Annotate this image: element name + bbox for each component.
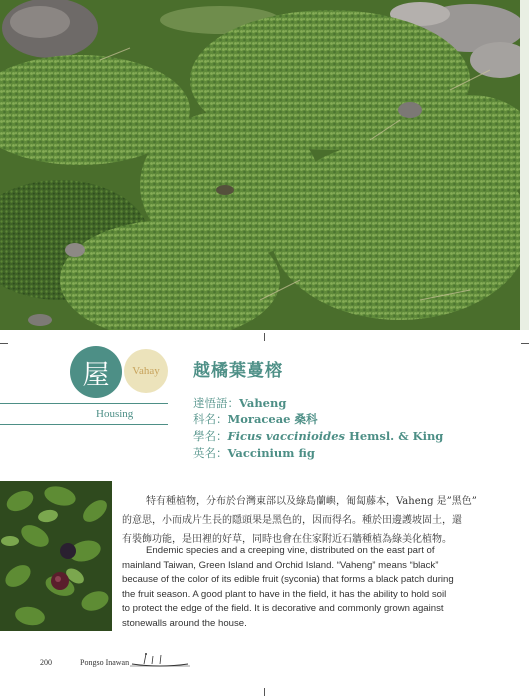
crop-mark <box>264 688 265 696</box>
section-label: Housing <box>96 408 134 420</box>
text-line: 特有種植物，分布於台灣東部以及綠島蘭嶼，匍匐藤本，Vaheng 是”黑色” <box>146 496 477 507</box>
mossy-mounds-photo <box>0 0 520 330</box>
crop-mark <box>521 343 529 344</box>
text-line: stonewalls around the house. <box>122 617 247 629</box>
meta-row-english-name <box>193 446 315 461</box>
description-english <box>122 544 504 632</box>
meta-value: Ficus vaccinioides <box>227 429 345 443</box>
text-line: 的意思，小而成片生長的隱頭果是黑色的，因而得名。種於田邊護坡固土，還 <box>122 515 462 526</box>
text-line: the fruit season. A good plant to have in the field, it has the ability to hold soil <box>122 588 447 600</box>
meta-label: 學名： <box>193 429 228 443</box>
canoe-logo-icon <box>130 652 190 672</box>
meta-value: Vaheng <box>239 396 287 410</box>
text-line: to protect the edge of the field. It is decorative and commonly grown against <box>122 603 444 615</box>
page-edge-strip <box>520 0 529 330</box>
meta-label: 達悟語： <box>193 396 239 410</box>
section-rule-bottom <box>0 424 168 425</box>
entry-title: 越橘葉蔓榕 <box>193 361 283 381</box>
book-title: Pongso Inawan <box>80 658 130 667</box>
meta-row-native-name <box>193 396 286 411</box>
text-line: mainland Taiwan, Green Island and Orchid Island. “Vaheng” means “black” <box>122 559 439 571</box>
crop-mark <box>0 343 8 344</box>
meta-label: 英名： <box>193 446 228 460</box>
description-chinese <box>122 492 498 549</box>
section-rule-top <box>0 403 168 404</box>
meta-value-authority: Hemsl. & King <box>344 429 444 443</box>
hero-photo <box>0 0 520 330</box>
text-line: Endemic species and a creeping vine, distributed on the east part of <box>146 545 435 556</box>
text-line: 有裝飾功能，是田裡的好草，同時也會在住家附近石牆種植為綠美化植物。 <box>122 534 452 545</box>
category-tag-badge: Vahay <box>124 349 168 393</box>
meta-value: Vaccinium fig <box>227 446 315 460</box>
meta-label: 科名： <box>193 412 228 426</box>
crop-mark <box>264 333 265 341</box>
fig-leaves-photo <box>0 481 112 631</box>
page-number: 200 <box>40 658 52 667</box>
text-line: because of the color of its edible fruit (syconia) that forms a black patch during <box>122 574 454 586</box>
meta-value: Moraceae 桑科 <box>227 412 318 426</box>
fruit-photo <box>0 481 112 631</box>
meta-row-scientific-name <box>193 429 443 444</box>
category-badge: 屋 <box>70 346 122 398</box>
meta-row-family <box>193 412 318 427</box>
